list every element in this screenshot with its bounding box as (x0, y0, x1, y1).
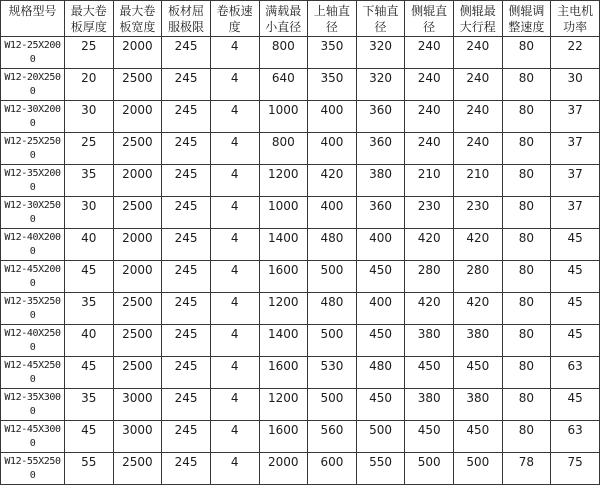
value-cell: 360 (356, 133, 405, 165)
value-cell: 80 (502, 101, 551, 133)
value-cell: 2000 (259, 453, 308, 485)
value-cell: 80 (502, 133, 551, 165)
value-cell: 420 (405, 229, 454, 261)
value-cell: 800 (259, 37, 308, 69)
value-cell: 240 (454, 101, 503, 133)
value-cell: 450 (356, 325, 405, 357)
value-cell: 245 (162, 37, 211, 69)
value-cell: 450 (356, 389, 405, 421)
value-cell: 37 (551, 197, 600, 229)
model-cell: W12-40X2000 (1, 229, 65, 261)
value-cell: 360 (356, 197, 405, 229)
value-cell: 20 (65, 69, 114, 101)
value-cell: 480 (308, 293, 357, 325)
value-cell: 500 (308, 261, 357, 293)
value-cell: 245 (162, 389, 211, 421)
value-cell: 2500 (113, 293, 162, 325)
value-cell: 63 (551, 421, 600, 453)
value-cell: 78 (502, 453, 551, 485)
column-header: 上轴直径 (308, 1, 357, 37)
value-cell: 400 (308, 101, 357, 133)
value-cell: 45 (551, 389, 600, 421)
value-cell: 230 (405, 197, 454, 229)
value-cell: 4 (210, 197, 259, 229)
value-cell: 420 (308, 165, 357, 197)
model-cell: W12-30X2500 (1, 197, 65, 229)
value-cell: 400 (356, 229, 405, 261)
value-cell: 80 (502, 325, 551, 357)
value-cell: 2500 (113, 453, 162, 485)
value-cell: 280 (454, 261, 503, 293)
value-cell: 560 (308, 421, 357, 453)
table-row (1, 229, 600, 261)
value-cell: 4 (210, 229, 259, 261)
value-cell: 800 (259, 133, 308, 165)
model-cell: W12-35X3000 (1, 389, 65, 421)
table-row (1, 325, 600, 357)
value-cell: 45 (551, 293, 600, 325)
value-cell: 480 (356, 357, 405, 389)
value-cell: 400 (308, 197, 357, 229)
value-cell: 37 (551, 165, 600, 197)
value-cell: 240 (405, 37, 454, 69)
value-cell: 245 (162, 101, 211, 133)
value-cell: 37 (551, 133, 600, 165)
column-header: 主电机功率 (551, 1, 600, 37)
value-cell: 240 (405, 101, 454, 133)
value-cell: 450 (356, 261, 405, 293)
value-cell: 1200 (259, 389, 308, 421)
value-cell: 4 (210, 453, 259, 485)
value-cell: 63 (551, 357, 600, 389)
value-cell: 2500 (113, 357, 162, 389)
value-cell: 320 (356, 37, 405, 69)
value-cell: 4 (210, 325, 259, 357)
table-body (1, 37, 600, 485)
table-row (1, 357, 600, 389)
model-cell: W12-55X2500 (1, 453, 65, 485)
value-cell: 450 (405, 357, 454, 389)
table-row (1, 453, 600, 485)
column-header: 卷板速度 (210, 1, 259, 37)
value-cell: 1000 (259, 101, 308, 133)
column-header: 侧辊调整速度 (502, 1, 551, 37)
value-cell: 550 (356, 453, 405, 485)
value-cell: 500 (356, 421, 405, 453)
value-cell: 30 (551, 69, 600, 101)
header-row (1, 1, 600, 37)
value-cell: 35 (65, 389, 114, 421)
value-cell: 480 (308, 229, 357, 261)
value-cell: 530 (308, 357, 357, 389)
value-cell: 280 (405, 261, 454, 293)
value-cell: 500 (405, 453, 454, 485)
value-cell: 230 (454, 197, 503, 229)
value-cell: 80 (502, 197, 551, 229)
value-cell: 4 (210, 133, 259, 165)
column-header: 侧辊直径 (405, 1, 454, 37)
value-cell: 450 (454, 357, 503, 389)
model-cell: W12-40X2500 (1, 325, 65, 357)
value-cell: 245 (162, 453, 211, 485)
column-header: 最大卷板宽度 (113, 1, 162, 37)
value-cell: 3000 (113, 421, 162, 453)
value-cell: 45 (65, 261, 114, 293)
value-cell: 37 (551, 101, 600, 133)
value-cell: 210 (405, 165, 454, 197)
value-cell: 1600 (259, 421, 308, 453)
model-cell: W12-35X2000 (1, 165, 65, 197)
value-cell: 640 (259, 69, 308, 101)
table-row (1, 197, 600, 229)
value-cell: 4 (210, 37, 259, 69)
value-cell: 55 (65, 453, 114, 485)
column-header: 板材屈服极限 (162, 1, 211, 37)
value-cell: 2000 (113, 37, 162, 69)
value-cell: 1600 (259, 261, 308, 293)
value-cell: 30 (65, 197, 114, 229)
value-cell: 80 (502, 421, 551, 453)
value-cell: 2000 (113, 101, 162, 133)
value-cell: 240 (405, 69, 454, 101)
value-cell: 80 (502, 261, 551, 293)
value-cell: 45 (551, 229, 600, 261)
value-cell: 40 (65, 229, 114, 261)
value-cell: 240 (454, 69, 503, 101)
value-cell: 380 (356, 165, 405, 197)
value-cell: 45 (551, 261, 600, 293)
value-cell: 600 (308, 453, 357, 485)
value-cell: 1200 (259, 293, 308, 325)
model-cell: W12-45X2000 (1, 261, 65, 293)
value-cell: 210 (454, 165, 503, 197)
value-cell: 2000 (113, 229, 162, 261)
value-cell: 380 (454, 325, 503, 357)
value-cell: 4 (210, 293, 259, 325)
value-cell: 4 (210, 69, 259, 101)
table-row (1, 133, 600, 165)
value-cell: 45 (65, 357, 114, 389)
value-cell: 380 (405, 389, 454, 421)
value-cell: 245 (162, 133, 211, 165)
value-cell: 35 (65, 293, 114, 325)
value-cell: 500 (308, 325, 357, 357)
value-cell: 2000 (113, 261, 162, 293)
value-cell: 2500 (113, 133, 162, 165)
value-cell: 420 (405, 293, 454, 325)
value-cell: 240 (454, 37, 503, 69)
value-cell: 3000 (113, 389, 162, 421)
column-header: 侧辊最大行程 (454, 1, 503, 37)
column-header: 最大卷板厚度 (65, 1, 114, 37)
value-cell: 245 (162, 293, 211, 325)
value-cell: 1400 (259, 325, 308, 357)
value-cell: 2000 (113, 165, 162, 197)
value-cell: 80 (502, 357, 551, 389)
value-cell: 4 (210, 165, 259, 197)
value-cell: 4 (210, 101, 259, 133)
model-cell: W12-35X2500 (1, 293, 65, 325)
value-cell: 245 (162, 261, 211, 293)
model-cell: W12-25X2500 (1, 133, 65, 165)
value-cell: 40 (65, 325, 114, 357)
value-cell: 45 (551, 325, 600, 357)
column-header: 满载最小直径 (259, 1, 308, 37)
value-cell: 22 (551, 37, 600, 69)
value-cell: 245 (162, 165, 211, 197)
value-cell: 500 (454, 453, 503, 485)
value-cell: 400 (356, 293, 405, 325)
value-cell: 360 (356, 101, 405, 133)
value-cell: 75 (551, 453, 600, 485)
value-cell: 2500 (113, 325, 162, 357)
value-cell: 400 (308, 133, 357, 165)
value-cell: 4 (210, 421, 259, 453)
value-cell: 25 (65, 37, 114, 69)
value-cell: 420 (454, 293, 503, 325)
value-cell: 4 (210, 389, 259, 421)
value-cell: 2500 (113, 197, 162, 229)
table-row (1, 69, 600, 101)
table-row (1, 421, 600, 453)
value-cell: 1400 (259, 229, 308, 261)
value-cell: 80 (502, 165, 551, 197)
value-cell: 4 (210, 357, 259, 389)
model-cell: W12-25X2000 (1, 37, 65, 69)
model-cell: W12-45X3000 (1, 421, 65, 453)
value-cell: 380 (454, 389, 503, 421)
model-cell: W12-30X2000 (1, 101, 65, 133)
table-row (1, 389, 600, 421)
value-cell: 450 (454, 421, 503, 453)
value-cell: 2500 (113, 69, 162, 101)
value-cell: 245 (162, 69, 211, 101)
value-cell: 80 (502, 293, 551, 325)
value-cell: 350 (308, 69, 357, 101)
value-cell: 1000 (259, 197, 308, 229)
value-cell: 80 (502, 389, 551, 421)
table-row (1, 261, 600, 293)
value-cell: 25 (65, 133, 114, 165)
value-cell: 35 (65, 165, 114, 197)
value-cell: 240 (405, 133, 454, 165)
model-cell: W12-20X2500 (1, 69, 65, 101)
value-cell: 4 (210, 261, 259, 293)
value-cell: 450 (405, 421, 454, 453)
value-cell: 500 (308, 389, 357, 421)
value-cell: 245 (162, 229, 211, 261)
column-header: 规格型号 (1, 1, 65, 37)
value-cell: 1600 (259, 357, 308, 389)
table-row (1, 293, 600, 325)
value-cell: 30 (65, 101, 114, 133)
table-row (1, 101, 600, 133)
column-header: 下轴直径 (356, 1, 405, 37)
value-cell: 80 (502, 37, 551, 69)
value-cell: 45 (65, 421, 114, 453)
table-row (1, 165, 600, 197)
value-cell: 320 (356, 69, 405, 101)
value-cell: 245 (162, 197, 211, 229)
value-cell: 245 (162, 325, 211, 357)
value-cell: 240 (454, 133, 503, 165)
value-cell: 245 (162, 421, 211, 453)
value-cell: 1200 (259, 165, 308, 197)
table-row (1, 37, 600, 69)
value-cell: 350 (308, 37, 357, 69)
value-cell: 245 (162, 357, 211, 389)
value-cell: 80 (502, 69, 551, 101)
value-cell: 80 (502, 229, 551, 261)
value-cell: 380 (405, 325, 454, 357)
value-cell: 420 (454, 229, 503, 261)
model-cell: W12-45X2500 (1, 357, 65, 389)
